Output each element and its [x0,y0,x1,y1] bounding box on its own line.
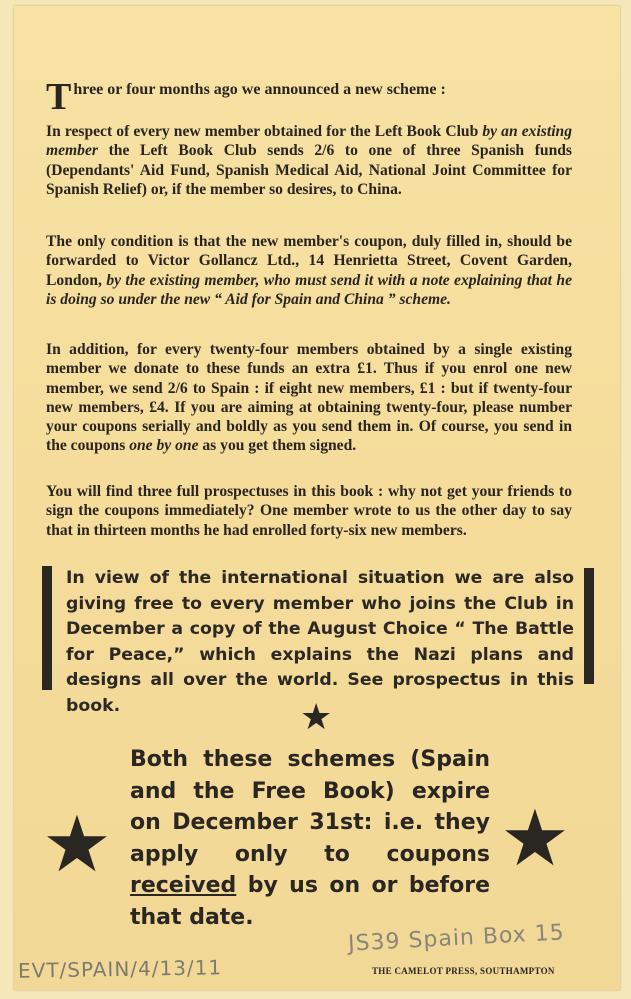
paragraph-emphasis: one by one [129,437,199,455]
drop-cap: T [46,76,72,118]
star-icon: ★ [42,800,112,890]
star-icon: ★ [500,794,570,884]
paragraph-text: In addition, for every twenty-four members obtained by a single existing member we donate to these funds an extra £1. Thus if you enrol one new member, we send 2/6 to Spain : if eight new members, £1 : but if twenty-four new members, £4. If you are aiming at obtaining twenty-four, please number your coupons serially and boldly as you send them in. Of course, you send in the coupons [46,341,572,455]
paragraph-additional-donation [46,340,572,456]
paragraph-text: the Left Book Club sends 2/6 to one of three Spanish funds (Dependants' Aid Fund, Spanish Medical Aid, National Joint Committee for Spanish Relief) or, if the member so desires, to China. [46,142,572,198]
notice-bar-left [42,566,52,690]
paragraph-text: The only condition is that the new member's coupon, duly filled in, should be forwarded to Victor Gollancz Ltd., 14 Henrietta Street, Covent Garden, London, [46,233,572,289]
expiry-notice [130,744,490,933]
expiry-underlined-word: received [130,873,237,898]
paragraph-emphasis: by an existing member [46,123,572,160]
intro-line [46,76,572,118]
notice-bar-right [584,568,594,684]
expiry-text: Both these schemes (Spain and the Free Book) expire on December 31st: i.e. they apply only to coupons [130,747,490,867]
expiry-text: by us on or before that date. [130,873,490,930]
printer-imprint: THE CAMELOT PRESS, SOUTHAMPTON [372,966,555,976]
intro-text: hree or four months ago we announced a new scheme : [73,81,446,98]
archive-reference-handwritten: JS39 Spain Box 15 [347,920,566,957]
paragraph-text: In respect of every new member obtained for the Left Book Club [46,123,483,140]
star-icon: ★ [300,697,333,738]
paragraph-condition [46,232,572,309]
paragraph-new-member-scheme [46,122,572,199]
archive-shelfmark-handwritten: EVT/SPAIN/4/13/11 [17,955,223,983]
paragraph-emphasis: by the existing member, who must send it with a note explaining that he is doing so under the new “ Aid for Spain and China ” scheme. [46,271,572,308]
notice-text: In view of the international situation we are also giving free to every member who joins the Club in December a copy of the August Choice “ The Battle for Peace,” which explains the Nazi plans and designs all over the world. See prospectus in this book. [66,568,574,716]
free-book-notice [42,566,596,716]
paragraph-prospectuses: You will find three full prospectuses in this book : why not get your friends to sign the coupons immediately? One member wrote to us the other day to say that in thirteen months he had enrolled forty-six new members. [46,483,572,539]
paragraph-text: as you get them signed. [198,437,357,455]
